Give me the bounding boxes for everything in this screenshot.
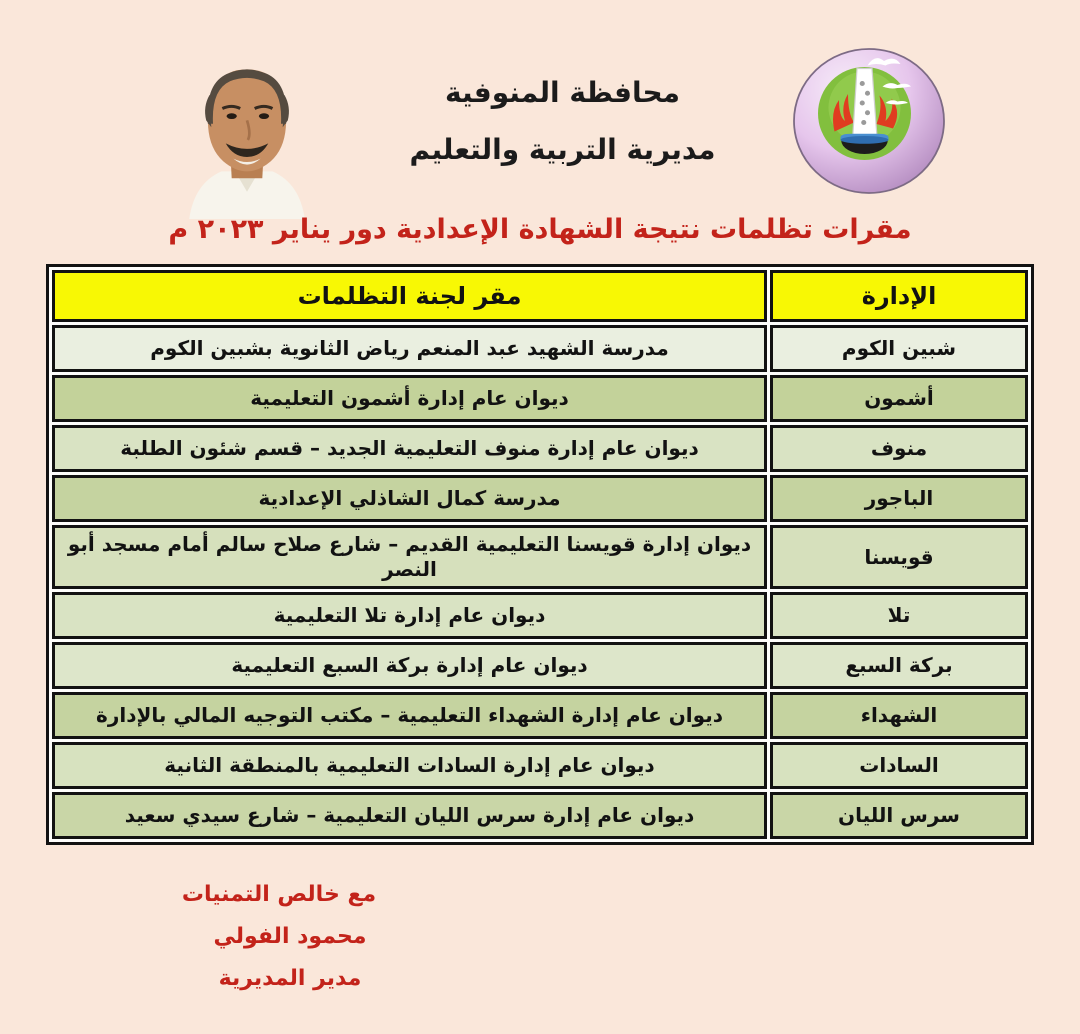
admin-cell: أشمون [770, 375, 1028, 422]
table-row [52, 475, 1028, 522]
admin-cell: بركة السبع [770, 642, 1028, 689]
location-cell: ديوان عام إدارة أشمون التعليمية [52, 375, 767, 422]
table-row [52, 692, 1028, 739]
location-cell: ديوان عام إدارة السادات التعليمية بالمنطقة الثانية [52, 742, 767, 789]
table-row [52, 592, 1028, 639]
table-row [52, 792, 1028, 839]
location-column-header: مقر لجنة التظلمات [52, 270, 767, 322]
org-titles [335, 76, 790, 166]
location-cell: ديوان عام إدارة سرس الليان التعليمية – شارع سيدي سعيد [52, 792, 767, 839]
signature-role: مدير المديرية [218, 966, 362, 991]
appeals-table [46, 264, 1034, 845]
location-cell: ديوان عام إدارة بركة السبع التعليمية [52, 642, 767, 689]
admin-cell: سرس الليان [770, 792, 1028, 839]
table-header-row [52, 270, 1028, 322]
admin-column-header: الإدارة [770, 270, 1028, 322]
admin-cell: تلا [770, 592, 1028, 639]
portrait-illustration [162, 48, 332, 220]
table-row [52, 425, 1028, 472]
signature-name: محمود الفولي [213, 924, 367, 949]
location-cell: ديوان إدارة قويسنا التعليمية القديم – شارع صلاح سالم أمام مسجد أبو النصر [52, 525, 767, 589]
directorate-title: مديرية التربية والتعليم [409, 133, 716, 166]
menoufia-governorate-logo-icon [791, 46, 947, 196]
admin-cell: شبين الكوم [770, 325, 1028, 372]
location-cell: مدرسة كمال الشاذلي الإعدادية [52, 475, 767, 522]
admin-cell: منوف [770, 425, 1028, 472]
page-title: مقرات تظلمات نتيجة الشهادة الإعدادية دور يناير ٢٠٢٣ م [168, 214, 912, 245]
table-row [52, 742, 1028, 789]
director-portrait-photo [162, 48, 332, 220]
signature-block [160, 882, 420, 1008]
table-row [52, 375, 1028, 422]
location-cell: ديوان عام إدارة تلا التعليمية [52, 592, 767, 639]
table-row [52, 525, 1028, 589]
table-row [52, 642, 1028, 689]
location-cell: ديوان عام إدارة منوف التعليمية الجديد – قسم شئون الطلبة [52, 425, 767, 472]
location-cell: ديوان عام إدارة الشهداء التعليمية – مكتب التوجيه المالي بالإدارة [52, 692, 767, 739]
admin-cell: الباجور [770, 475, 1028, 522]
location-cell: مدرسة الشهيد عبد المنعم رياض الثانوية بشبين الكوم [52, 325, 767, 372]
governorate-title: محافظة المنوفية [445, 76, 680, 109]
admin-cell: الشهداء [770, 692, 1028, 739]
admin-cell: قويسنا [770, 525, 1028, 589]
signature-wishes: مع خالص التمنيات [181, 882, 377, 907]
table-row [52, 325, 1028, 372]
logo-illustration [791, 46, 947, 196]
admin-cell: السادات [770, 742, 1028, 789]
